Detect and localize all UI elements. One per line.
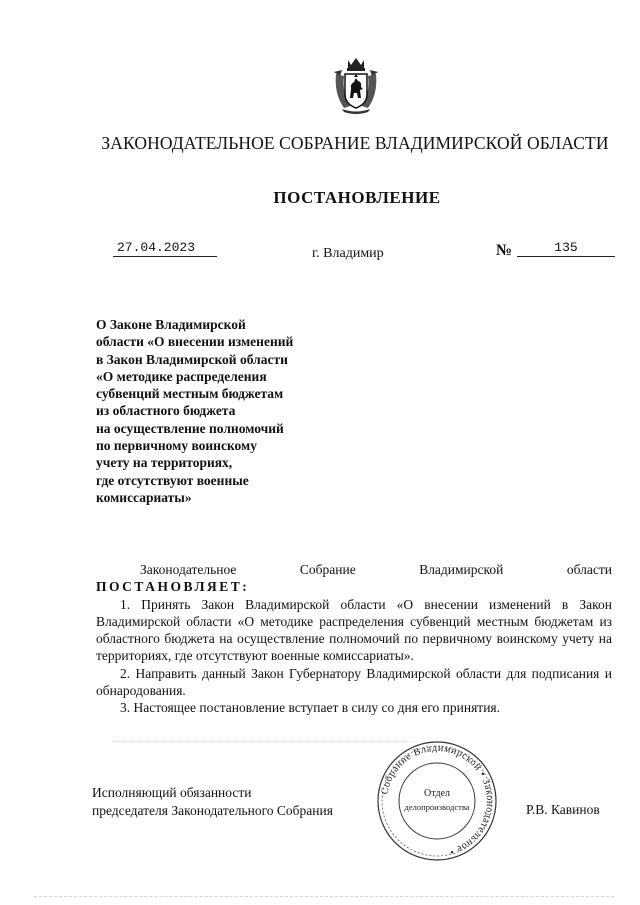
stamp-inner-line: делопроизводства [404, 802, 470, 812]
intro-word: области [566, 562, 612, 577]
signatory-name: Р.В. Кавинов [526, 802, 600, 817]
document-type-title: ПОСТАНОВЛЕНИЕ [273, 188, 441, 207]
intro-word: Законодательное [140, 562, 237, 577]
document-subject [96, 316, 336, 506]
resolution-verb: ПОСТАНОВЛЯЕТ: [96, 579, 250, 595]
document-city: г. Владимир [312, 246, 384, 261]
stamp-inner-line: Отдел [424, 788, 450, 799]
scan-artifact-bottom [34, 896, 614, 899]
stamp-outer-text: Собрание Владимирской • Законодательное • [379, 742, 496, 858]
subject-line: учету на территориях, [96, 455, 233, 471]
subject-line: из областного бюджета [96, 403, 236, 419]
signatory-title-line: председателя Законодательного Собрания [92, 803, 333, 818]
subject-line: области «О внесении изменений [96, 334, 294, 350]
subject-line: комиссариаты» [96, 489, 192, 505]
signatory-title [92, 784, 333, 820]
number-label: № [496, 242, 513, 259]
subject-line: в Закон Владимирской области [96, 351, 288, 367]
document-number: 135 [517, 240, 615, 257]
paragraph-1: 1. Принять Закон Владимирской области «О внесении изменений в Закон Владимирской области «О методике распределения субвенций местным бюджетам из областного бюджета на осуществление полномочий по первичному воинскому учету на территориях, где отсутствуют военные комиссариаты». [96, 596, 612, 664]
official-stamp [374, 740, 500, 862]
organization-title: ЗАКОНОДАТЕЛЬНОЕ СОБРАНИЕ ВЛАДИМИРСКОЙ ОБЛАСТИ [101, 133, 609, 153]
subject-line: на осуществление полномочий [96, 420, 284, 436]
intro-line [96, 561, 612, 578]
scan-artifact-line [112, 741, 412, 746]
svg-text:Собрание Владимирской • Законо [379, 743, 495, 857]
paragraph-3: 3. Настоящее постановление вступает в силу со дня его принятия. [120, 700, 501, 716]
subject-line: по первичному воинскому [96, 438, 257, 454]
signatory-title-line: Исполняющий обязанности [92, 785, 252, 800]
paragraph-2: 2. Направить данный Закон Губернатору Владимирской области для подписания и обнародования. [96, 665, 612, 699]
coat-of-arms-icon [330, 56, 382, 114]
document-body [96, 561, 612, 717]
subject-line: субвенций местным бюджетам [96, 386, 284, 402]
intro-word: Владимирской [419, 562, 504, 577]
subject-line: «О методике распределения [96, 368, 267, 384]
intro-word: Собрание [299, 562, 356, 577]
document-date: 27.04.2023 [113, 240, 217, 257]
subject-line: где отсутствуют военные [96, 472, 249, 488]
subject-line: О Законе Владимирской [96, 317, 246, 332]
